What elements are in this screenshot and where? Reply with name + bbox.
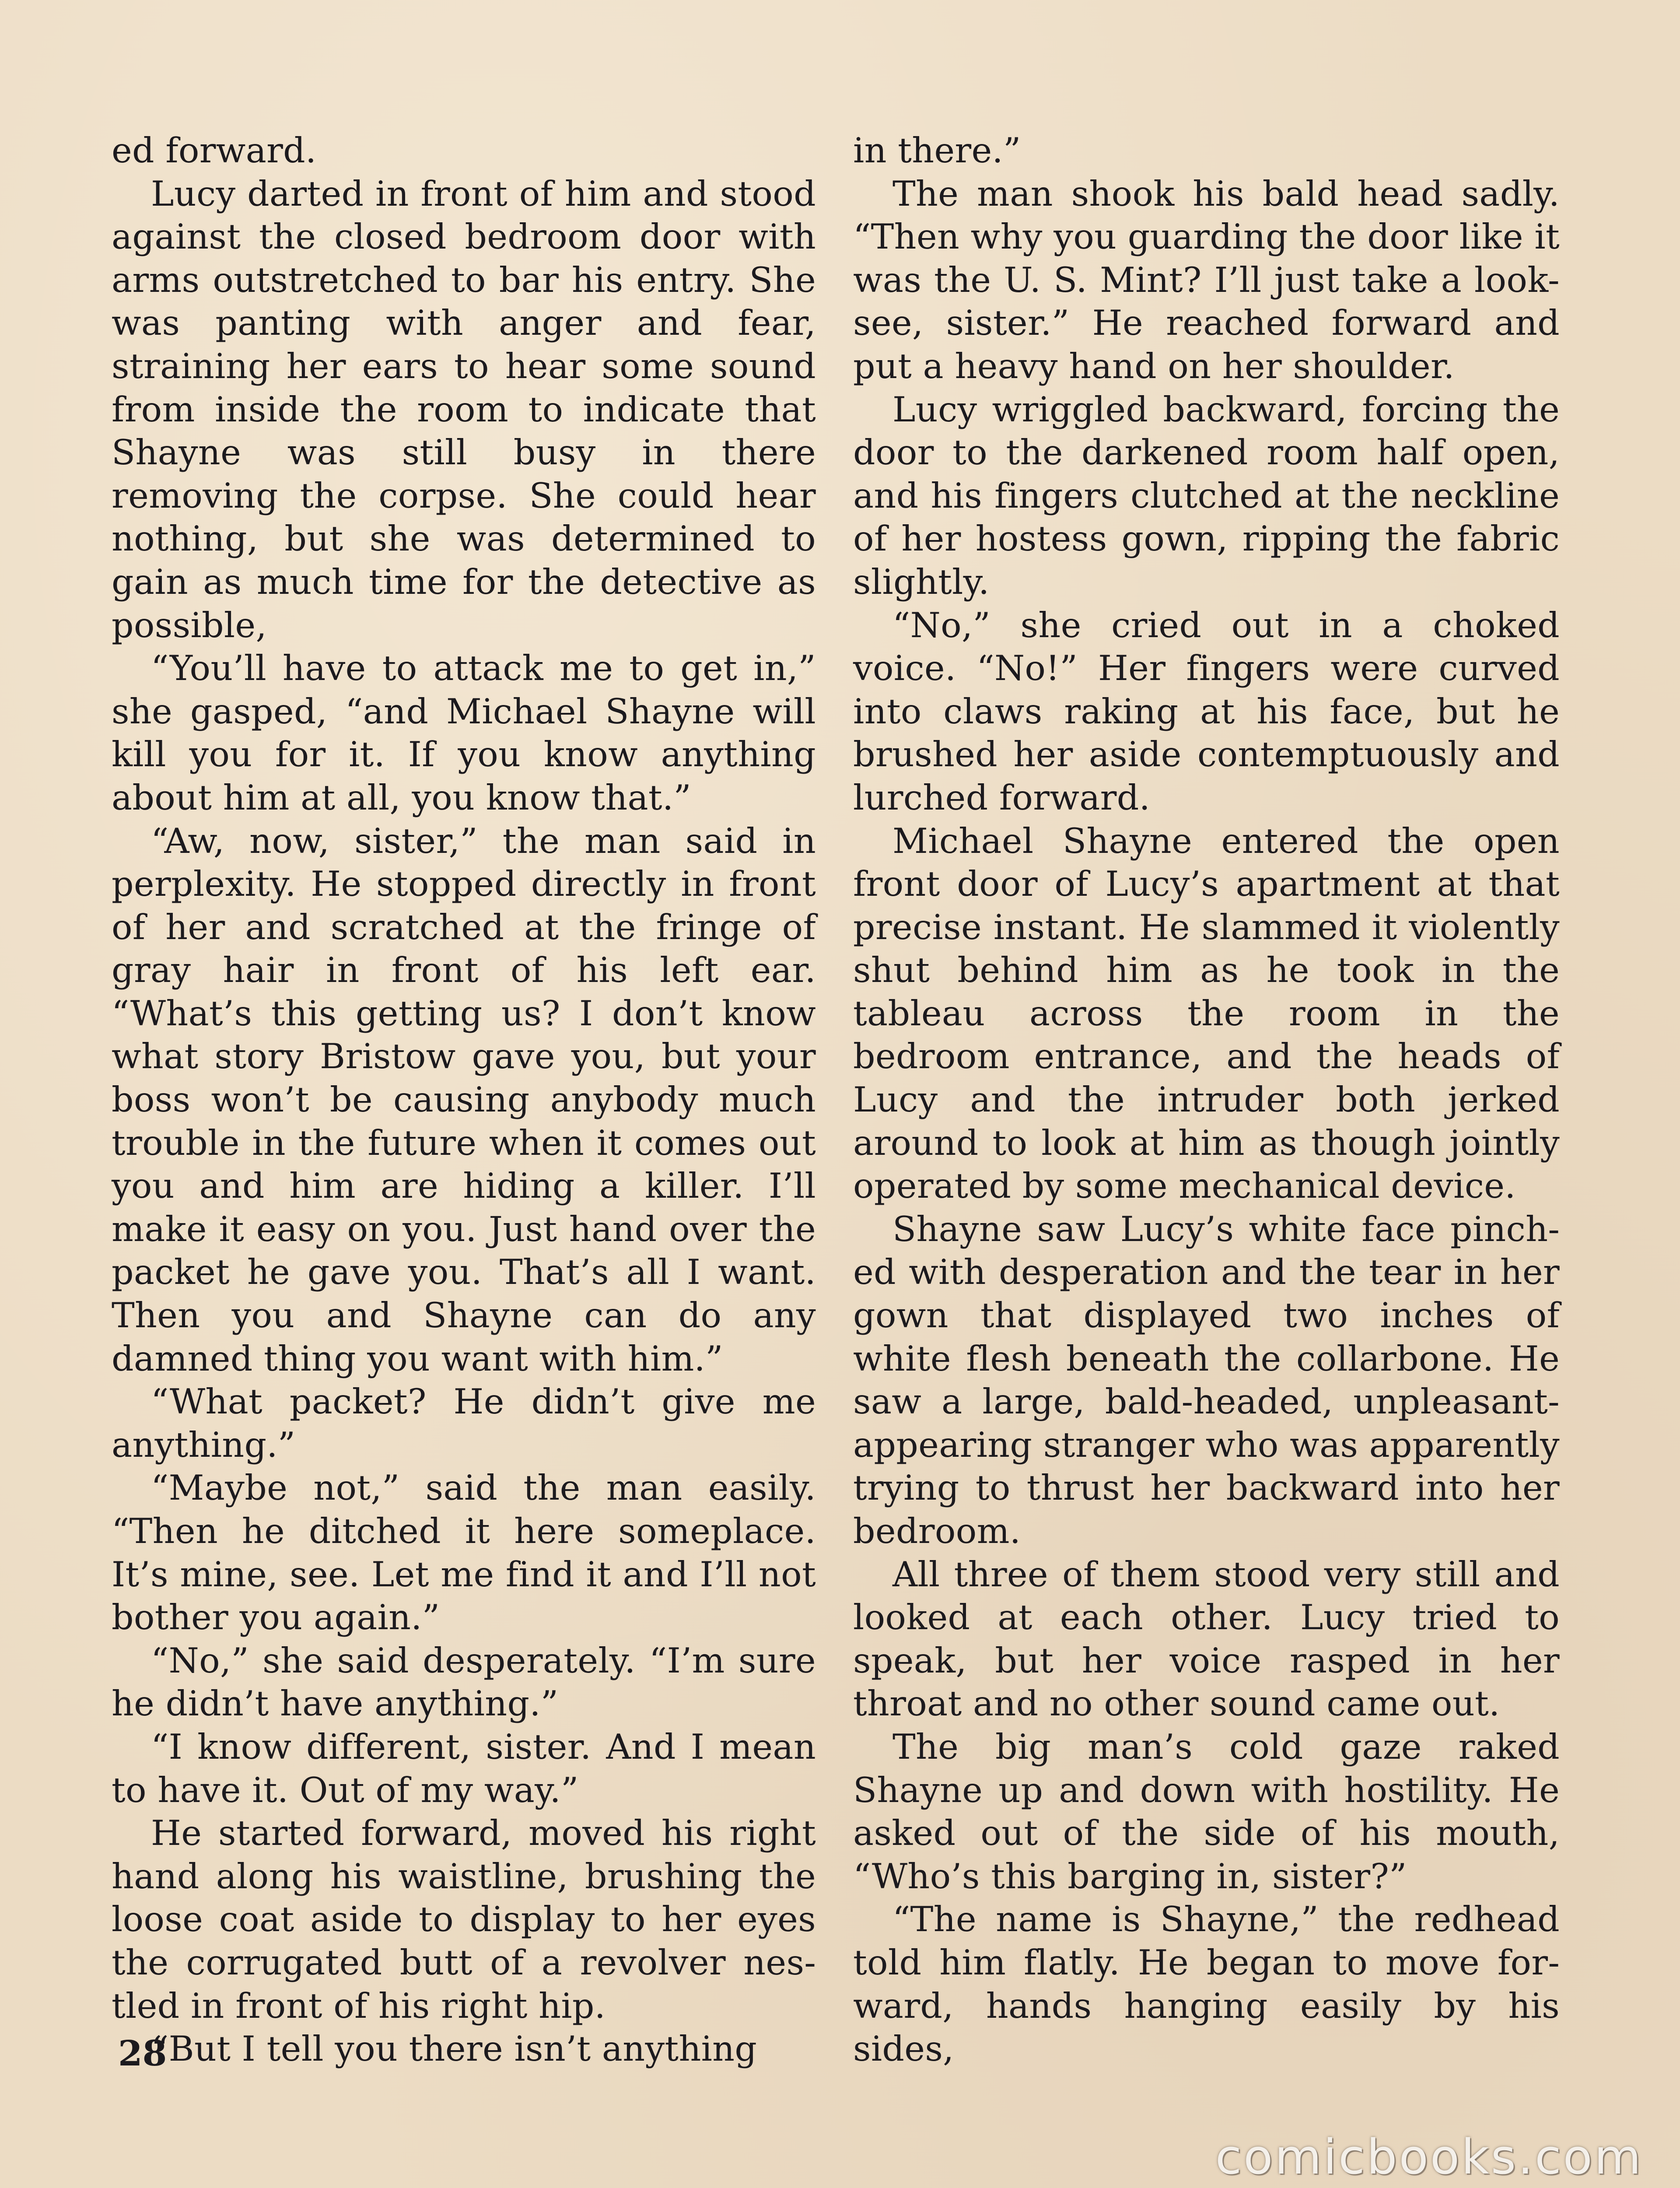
paragraph: “No,” she said desperately. “I’m sure he didn’t have anything.” (112, 1640, 816, 1724)
paragraph: The big man’s cold gaze raked Shayne up and down with hostility. He asked out of the side of his mouth, “Who’s this barging in, sister?” (853, 1726, 1560, 1897)
paragraph: “You’ll have to attack me to get in,” she gasped, “and Michael Shayne will kill you for it. If you know anything about him at all, you know that.” (112, 648, 816, 818)
paragraph: “Aw, now, sister,” the man said in perplexity. He stopped directly in front of her and scratched at the fringe of gray hair in front of his left ear. “What’s this getting us? I don’t know what story Bristow gave you, but your boss won’t be causing anybody much trouble in the future when it comes out you and him are hiding a killer. I’ll make it easy on you. Just hand over the packet he gave you. That’s all I want. Then you and Shayne can do any damned thing you want with him.” (112, 820, 816, 1379)
page-number: 28 (118, 2033, 167, 2074)
paragraph: Lucy wriggled backward, forcing the door to the darkened room half open, and his fingers clutched at the neckline of her hostess gown, ripping the fabric slightly. (853, 389, 1560, 602)
paragraph: The man shook his bald head sadly. “Then why you guarding the door like it was the U. S. Mint? I’ll just take a look-see, sister.” He reached forward and put a heavy hand on her shoulder. (853, 173, 1560, 386)
left-text-column (112, 129, 816, 2071)
paragraph: ed forward. (112, 130, 317, 171)
paragraph: “I know different, sister. And I mean to have it. Out of my way.” (112, 1726, 816, 1810)
paragraph: He started forward, moved his right hand along his waistline, brushing the loose coat aside to display to her eyes the corrugated butt of a revolver nestled in front of his right hip. (112, 1813, 816, 2026)
paragraph: Lucy darted in front of him and stood against the closed bedroom door with arms outstretched to bar his entry. She was panting with anger and fear, straining her ears to hear some sound from inside the room to indicate that Shayne was still busy in there removing the corpse. She could hear nothing, but she was determined to gain as much time for the detective as possible, (112, 173, 816, 645)
watermark: comicbooks.com (1215, 2129, 1643, 2185)
paragraph: in there.” (853, 130, 1021, 171)
paragraph: Michael Shayne entered the open front door of Lucy’s apartment at that precise instant. He slammed it violently shut behind him as he took in the tableau across the room in the bedroom entrance, and the heads of Lucy and the intruder both jerked around to look at him as though jointly operated by some mechanical device. (853, 820, 1560, 1206)
paragraph: “The name is Shayne,” the redhead told him flatly. He began to move forward, hands hanging easily by his sides, (853, 1899, 1560, 2069)
paragraph: “Maybe not,” said the man easily. “Then he ditched it here someplace. It’s mine, see. Let me find it and I’ll not bother you again.” (112, 1468, 816, 1638)
right-text-column (853, 129, 1560, 2071)
paragraph: “But I tell you there isn’t anything (151, 2029, 757, 2069)
paragraph: Shayne saw Lucy’s white face pinched with desperation and the tear in her gown that displayed two inches of white flesh beneath the collarbone. He saw a large, bald-headed, unpleasant-appearing stranger who was apparently trying to thrust her backward into her bedroom. (853, 1209, 1560, 1551)
paragraph: All three of them stood very still and looked at each other. Lucy tried to speak, but her voice rasped in her throat and no other sound came out. (853, 1554, 1560, 1724)
paragraph: “What packet? He didn’t give me anything.” (112, 1382, 816, 1465)
paragraph: “No,” she cried out in a choked voice. “No!” Her fingers were curved into claws raking at his face, but he brushed her aside contemptuously and lurched forward. (853, 605, 1560, 818)
